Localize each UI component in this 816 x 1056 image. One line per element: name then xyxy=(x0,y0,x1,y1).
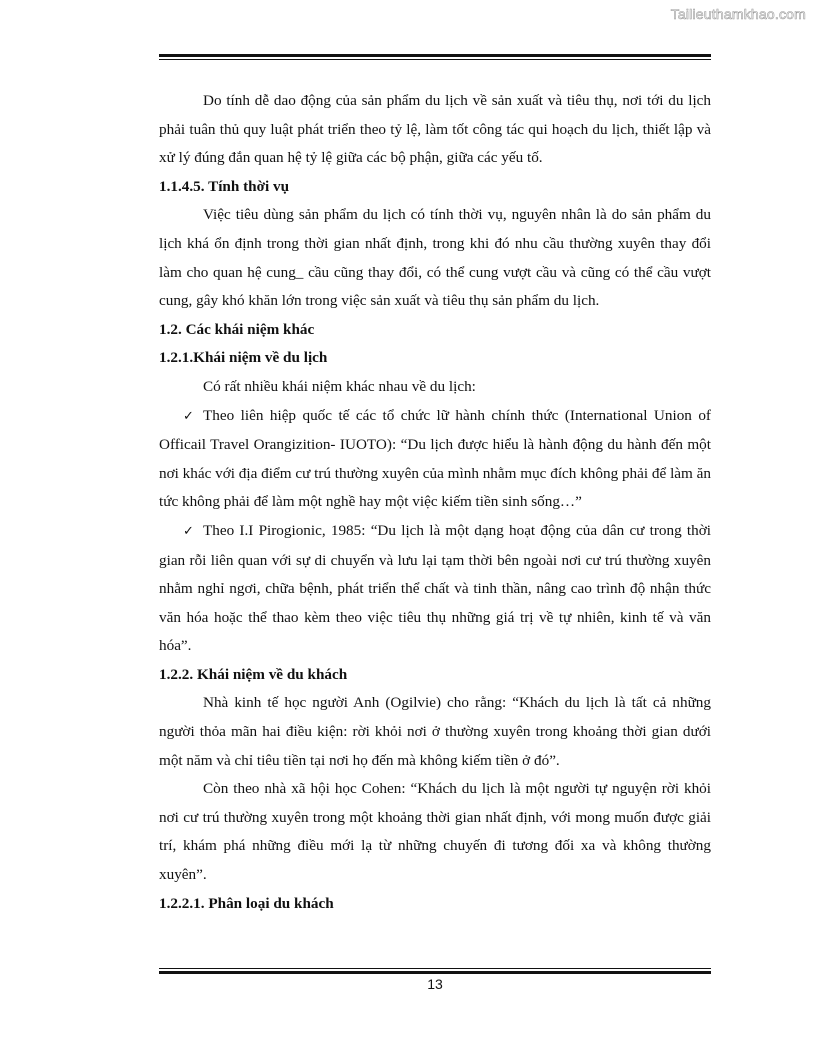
section-heading: 1.2.2. Khái niệm về du khách xyxy=(159,665,348,683)
checkmark-icon: ✓ xyxy=(183,408,194,424)
section-heading: 1.2.2.1. Phân loại du khách xyxy=(159,894,334,912)
paragraph: Có rất nhiều khái niệm khác nhau về du lịch: xyxy=(203,377,476,395)
paragraph: Do tính dễ dao động của sản phẩm du lịch về sản xuất và tiêu thụ, nơi tới du lịch phải tuân thủ quy luật phát triển theo tỷ lệ, làm tốt công tác qui hoạch du lịch, thiết lập và xử lý đúng đắn quan hệ tỷ lệ giữa các bộ phận, giữa các yếu tố. xyxy=(159,92,711,167)
checkmark-icon: ✓ xyxy=(183,523,194,539)
bullet-text: Theo I.I Pirogionic, 1985: “Du lịch là một dạng hoạt động của dân cư trong thời gian rỗi liên quan với sự di chuyển và lưu lại tạm thời bên ngoài nơi cư trú thường xuyên nhằm nghỉ ngơi, chữa bệnh, phát triển thể chất và tinh thần, nâng cao trình độ nhận thức văn hóa hoặc thể thao kèm theo việc tiêu thụ những giá trị về tự nhiên, kinh tế và văn hóa”. xyxy=(159,521,711,655)
page-number: 13 xyxy=(427,976,443,992)
section-heading: 1.2. Các khái niệm khác xyxy=(159,320,315,338)
section-heading: 1.2.1.Khái niệm về du lịch xyxy=(159,349,328,367)
watermark: Tailieuthamkhao.com xyxy=(670,6,806,22)
page-content xyxy=(159,87,711,918)
paragraph: Nhà kinh tế học người Anh (Ogilvie) cho rằng: “Khách du lịch là tất cả những người thỏa mãn hai điều kiện: rời khỏi nơi ở thường xuyên trong khoảng thời gian dưới một năm và chỉ tiêu tiền tại nơi họ đến mà không kiếm tiền ở đó”. xyxy=(159,694,711,769)
bullet-text: Theo liên hiệp quốc tế các tổ chức lữ hành chính thức (International Union of Officail Travel Orangizition- IUOTO): “Du lịch được hiểu là hành động du hành đến một nơi khác với địa điểm cư trú thường xuyên của mình nhằm mục đích không phải để làm ăn tức không phải để làm một nghề hay một việc kiếm tiền sinh sống…” xyxy=(159,406,711,511)
bullet-item xyxy=(159,402,711,517)
footer-rule xyxy=(159,968,711,974)
paragraph: Còn theo nhà xã hội học Cohen: “Khách du lịch là một người tự nguyện rời khỏi nơi cư trú thường xuyên trong một khoảng thời gian nhất định, với mong muốn được giải trí, khám phá những điều mới lạ từ những chuyến đi tương đối xa và không thường xuyên”. xyxy=(159,780,711,884)
section-heading: 1.1.4.5. Tính thời vụ xyxy=(159,177,290,195)
paragraph: Việc tiêu dùng sản phẩm du lịch có tính thời vụ, nguyên nhân là do sản phẩm du lịch khá ổn định trong thời gian nhất định, trong khi đó nhu cầu thường xuyên thay đổi làm cho quan hệ cung_ cầu cũng thay đổi, có thể cung vượt cầu và cũng có thể cầu vượt cung, gây khó khăn lớn trong việc sản xuất và tiêu thụ sản phẩm du lịch. xyxy=(159,206,711,310)
bullet-item xyxy=(159,517,711,661)
header-rule xyxy=(159,54,711,60)
